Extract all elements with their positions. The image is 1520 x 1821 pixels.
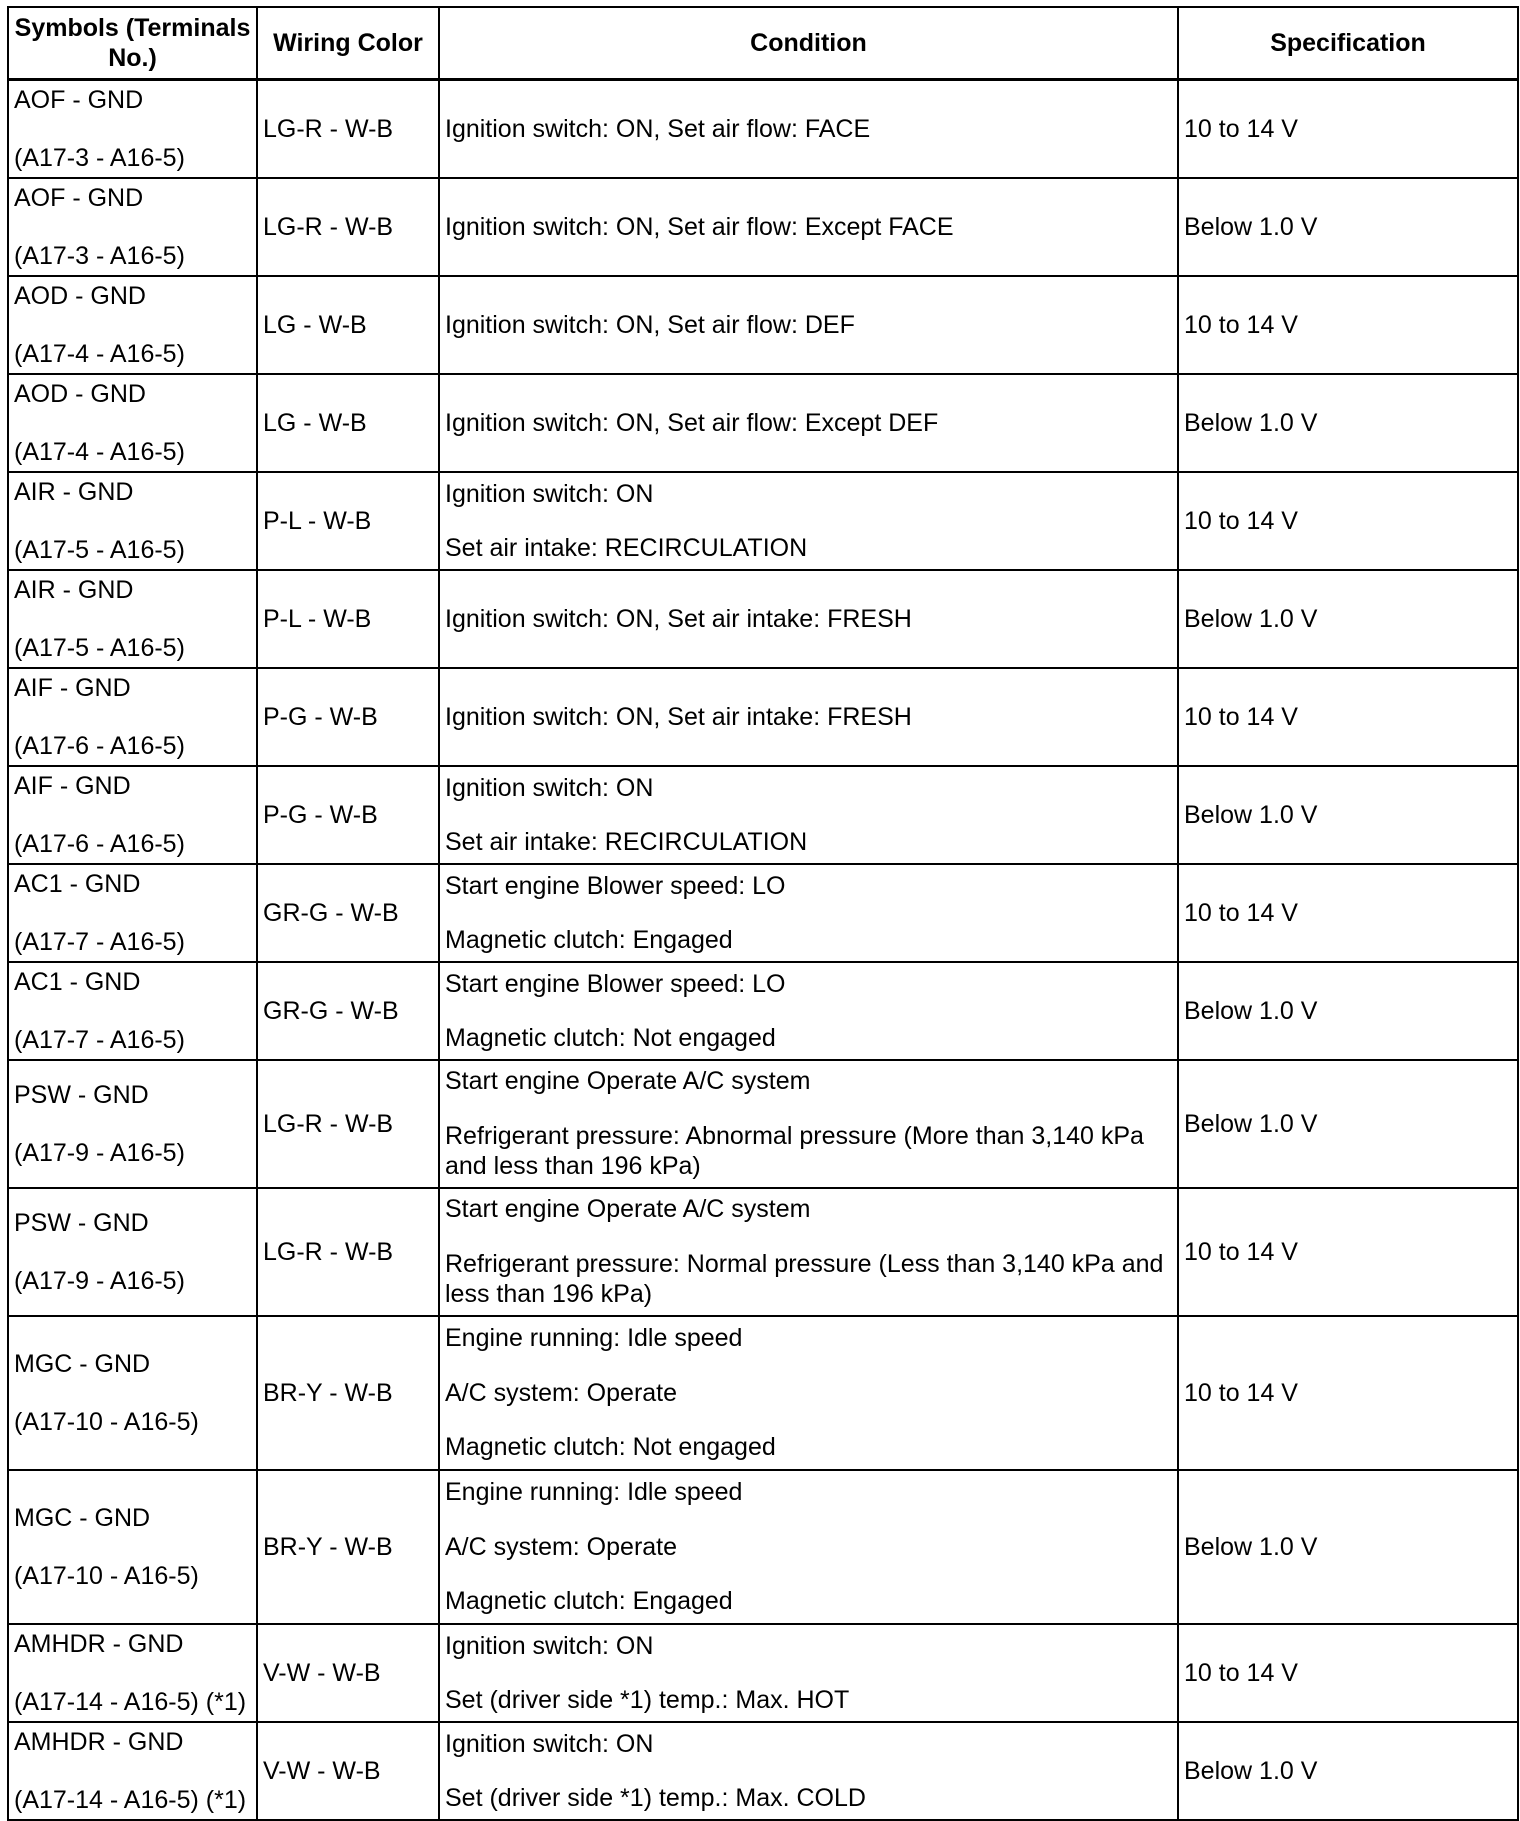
wiring-color-cell: LG-R - W-B	[257, 1188, 439, 1316]
symbol-cell	[8, 1316, 257, 1470]
condition-cell	[439, 276, 1178, 374]
symbol-name: AOF - GND	[14, 183, 144, 212]
specification-cell: Below 1.0 V	[1178, 766, 1518, 864]
specification-cell: 10 to 14 V	[1178, 1316, 1518, 1470]
condition-line: Start engine Operate A/C system	[445, 1195, 811, 1224]
symbol-name: MGC - GND	[14, 1349, 151, 1378]
specification-cell: Below 1.0 V	[1178, 1722, 1518, 1820]
condition-line: Ignition switch: ON, Set air flow: DEF	[445, 310, 855, 339]
condition-line: Set air intake: RECIRCULATION	[445, 828, 808, 856]
condition-line: Ignition switch: ON, Set air flow: FACE	[445, 114, 871, 143]
condition-line: Engine running: Idle speed	[445, 1324, 743, 1353]
condition-cell	[439, 1722, 1178, 1820]
symbol-name: AIF - GND	[14, 771, 131, 800]
wiring-color-cell: GR-G - W-B	[257, 962, 439, 1060]
condition-line: Magnetic clutch: Engaged	[445, 1587, 733, 1616]
condition-cell	[439, 374, 1178, 472]
terminal-spec-table	[7, 6, 1519, 1821]
wiring-color-cell: P-L - W-B	[257, 570, 439, 668]
header-condition: Condition	[439, 7, 1178, 80]
specification-cell: Below 1.0 V	[1178, 1060, 1518, 1188]
terminal-numbers: (A17-5 - A16-5)	[14, 634, 185, 662]
symbol-name: AIR - GND	[14, 477, 134, 506]
terminal-numbers: (A17-3 - A16-5)	[14, 242, 185, 270]
specification-cell: 10 to 14 V	[1178, 1188, 1518, 1316]
specification-cell: 10 to 14 V	[1178, 864, 1518, 962]
terminal-numbers: (A17-7 - A16-5)	[14, 928, 185, 956]
condition-line: Magnetic clutch: Engaged	[445, 926, 733, 954]
condition-cell	[439, 1188, 1178, 1316]
condition-line: Set (driver side *1) temp.: Max. HOT	[445, 1686, 850, 1714]
table-row	[8, 276, 1518, 374]
symbol-cell	[8, 80, 257, 179]
terminal-numbers: (A17-6 - A16-5)	[14, 830, 185, 858]
symbol-name: AC1 - GND	[14, 967, 141, 996]
specification-cell: 10 to 14 V	[1178, 80, 1518, 179]
wiring-color-cell: P-G - W-B	[257, 766, 439, 864]
condition-cell	[439, 766, 1178, 864]
condition-cell	[439, 1316, 1178, 1470]
terminal-numbers: (A17-9 - A16-5)	[14, 1267, 185, 1295]
symbol-cell	[8, 374, 257, 472]
condition-cell	[439, 472, 1178, 570]
symbol-cell	[8, 1060, 257, 1188]
condition-line: A/C system: Operate	[445, 1532, 678, 1561]
symbol-cell	[8, 178, 257, 276]
symbol-cell	[8, 472, 257, 570]
condition-line: Ignition switch: ON, Set air flow: Except FACE	[445, 212, 954, 241]
table-row	[8, 178, 1518, 276]
condition-line: Ignition switch: ON, Set air intake: FRESH	[445, 604, 912, 633]
table-row	[8, 570, 1518, 668]
symbol-name: AOD - GND	[14, 379, 146, 408]
table-row	[8, 1188, 1518, 1316]
table-row	[8, 374, 1518, 472]
symbol-name: AMHDR - GND	[14, 1629, 184, 1658]
symbol-name: AOF - GND	[14, 85, 144, 114]
terminal-numbers: (A17-6 - A16-5)	[14, 732, 185, 760]
symbol-name: AMHDR - GND	[14, 1727, 184, 1756]
wiring-color-cell: P-L - W-B	[257, 472, 439, 570]
condition-line: A/C system: Operate	[445, 1378, 678, 1407]
wiring-color-cell: LG-R - W-B	[257, 1060, 439, 1188]
symbol-cell	[8, 276, 257, 374]
specification-cell: Below 1.0 V	[1178, 178, 1518, 276]
table-body	[8, 80, 1518, 1821]
condition-cell	[439, 1060, 1178, 1188]
wiring-color-cell: V-W - W-B	[257, 1624, 439, 1722]
terminal-numbers: (A17-10 - A16-5)	[14, 1408, 199, 1436]
table-row	[8, 962, 1518, 1060]
condition-line: Magnetic clutch: Not engaged	[445, 1024, 776, 1052]
symbol-cell	[8, 766, 257, 864]
terminal-numbers: (A17-3 - A16-5)	[14, 144, 185, 172]
table-row	[8, 80, 1518, 179]
condition-line: Set (driver side *1) temp.: Max. COLD	[445, 1784, 866, 1812]
table-row	[8, 1722, 1518, 1820]
condition-line: Ignition switch: ON	[445, 1631, 654, 1660]
wiring-color-cell: LG-R - W-B	[257, 178, 439, 276]
condition-cell	[439, 570, 1178, 668]
condition-cell	[439, 178, 1178, 276]
symbol-cell	[8, 1188, 257, 1316]
table-row	[8, 668, 1518, 766]
condition-line: Start engine Blower speed: LO	[445, 871, 786, 900]
terminal-numbers: (A17-5 - A16-5)	[14, 536, 185, 564]
condition-line: Ignition switch: ON	[445, 479, 654, 508]
terminal-numbers: (A17-14 - A16-5) (*1)	[14, 1688, 247, 1716]
condition-line: Ignition switch: ON, Set air intake: FRESH	[445, 702, 912, 731]
symbol-cell	[8, 668, 257, 766]
symbol-name: MGC - GND	[14, 1503, 151, 1532]
wiring-color-cell: P-G - W-B	[257, 668, 439, 766]
table-row	[8, 864, 1518, 962]
terminal-numbers: (A17-9 - A16-5)	[14, 1139, 185, 1167]
symbol-cell	[8, 1722, 257, 1820]
specification-cell: 10 to 14 V	[1178, 276, 1518, 374]
table-row	[8, 1316, 1518, 1470]
specification-cell: Below 1.0 V	[1178, 1470, 1518, 1624]
terminal-numbers: (A17-7 - A16-5)	[14, 1026, 185, 1054]
condition-line: Ignition switch: ON	[445, 1729, 654, 1758]
specification-cell: 10 to 14 V	[1178, 668, 1518, 766]
specification-cell: Below 1.0 V	[1178, 962, 1518, 1060]
wiring-color-cell: GR-G - W-B	[257, 864, 439, 962]
condition-line: Refrigerant pressure: Abnormal pressure (More than 3,140 kPa and less than 196 kPa)	[445, 1121, 1144, 1181]
table-row	[8, 1060, 1518, 1188]
symbol-cell	[8, 1624, 257, 1722]
terminal-numbers: (A17-14 - A16-5) (*1)	[14, 1786, 247, 1814]
terminal-numbers: (A17-4 - A16-5)	[14, 340, 185, 368]
table-row	[8, 472, 1518, 570]
terminal-numbers: (A17-10 - A16-5)	[14, 1562, 199, 1590]
condition-line: Engine running: Idle speed	[445, 1478, 743, 1507]
condition-line: Start engine Blower speed: LO	[445, 969, 786, 998]
header-symbols: Symbols (Terminals No.)	[8, 7, 257, 80]
table-row	[8, 1624, 1518, 1722]
condition-line: Set air intake: RECIRCULATION	[445, 534, 808, 562]
wiring-color-cell: LG - W-B	[257, 374, 439, 472]
wiring-color-cell: LG-R - W-B	[257, 80, 439, 179]
condition-cell	[439, 80, 1178, 179]
symbol-name: PSW - GND	[14, 1080, 149, 1109]
specification-cell: 10 to 14 V	[1178, 472, 1518, 570]
condition-cell	[439, 1470, 1178, 1624]
condition-line: Start engine Operate A/C system	[445, 1067, 811, 1096]
terminal-numbers: (A17-4 - A16-5)	[14, 438, 185, 466]
symbol-name: PSW - GND	[14, 1208, 149, 1237]
condition-cell	[439, 1624, 1178, 1722]
wiring-color-cell: BR-Y - W-B	[257, 1470, 439, 1624]
header-row	[8, 7, 1518, 80]
condition-line: Magnetic clutch: Not engaged	[445, 1433, 776, 1462]
table-row	[8, 1470, 1518, 1624]
header-wiring-color: Wiring Color	[257, 7, 439, 80]
symbol-name: AOD - GND	[14, 281, 146, 310]
condition-cell	[439, 864, 1178, 962]
symbol-cell	[8, 570, 257, 668]
specification-cell: Below 1.0 V	[1178, 570, 1518, 668]
table-row	[8, 766, 1518, 864]
symbol-cell	[8, 962, 257, 1060]
condition-line: Ignition switch: ON	[445, 773, 654, 802]
symbol-name: AIR - GND	[14, 575, 134, 604]
wiring-color-cell: BR-Y - W-B	[257, 1316, 439, 1470]
specification-cell: Below 1.0 V	[1178, 374, 1518, 472]
wiring-color-cell: LG - W-B	[257, 276, 439, 374]
condition-line: Ignition switch: ON, Set air flow: Except DEF	[445, 408, 939, 437]
condition-cell	[439, 668, 1178, 766]
condition-line: Refrigerant pressure: Normal pressure (Less than 3,140 kPa and less than 196 kPa)	[445, 1249, 1164, 1309]
symbol-name: AC1 - GND	[14, 869, 141, 898]
wiring-color-cell: V-W - W-B	[257, 1722, 439, 1820]
symbol-name: AIF - GND	[14, 673, 131, 702]
symbol-cell	[8, 864, 257, 962]
header-specification: Specification	[1178, 7, 1518, 80]
condition-cell	[439, 962, 1178, 1060]
specification-cell: 10 to 14 V	[1178, 1624, 1518, 1722]
symbol-cell	[8, 1470, 257, 1624]
